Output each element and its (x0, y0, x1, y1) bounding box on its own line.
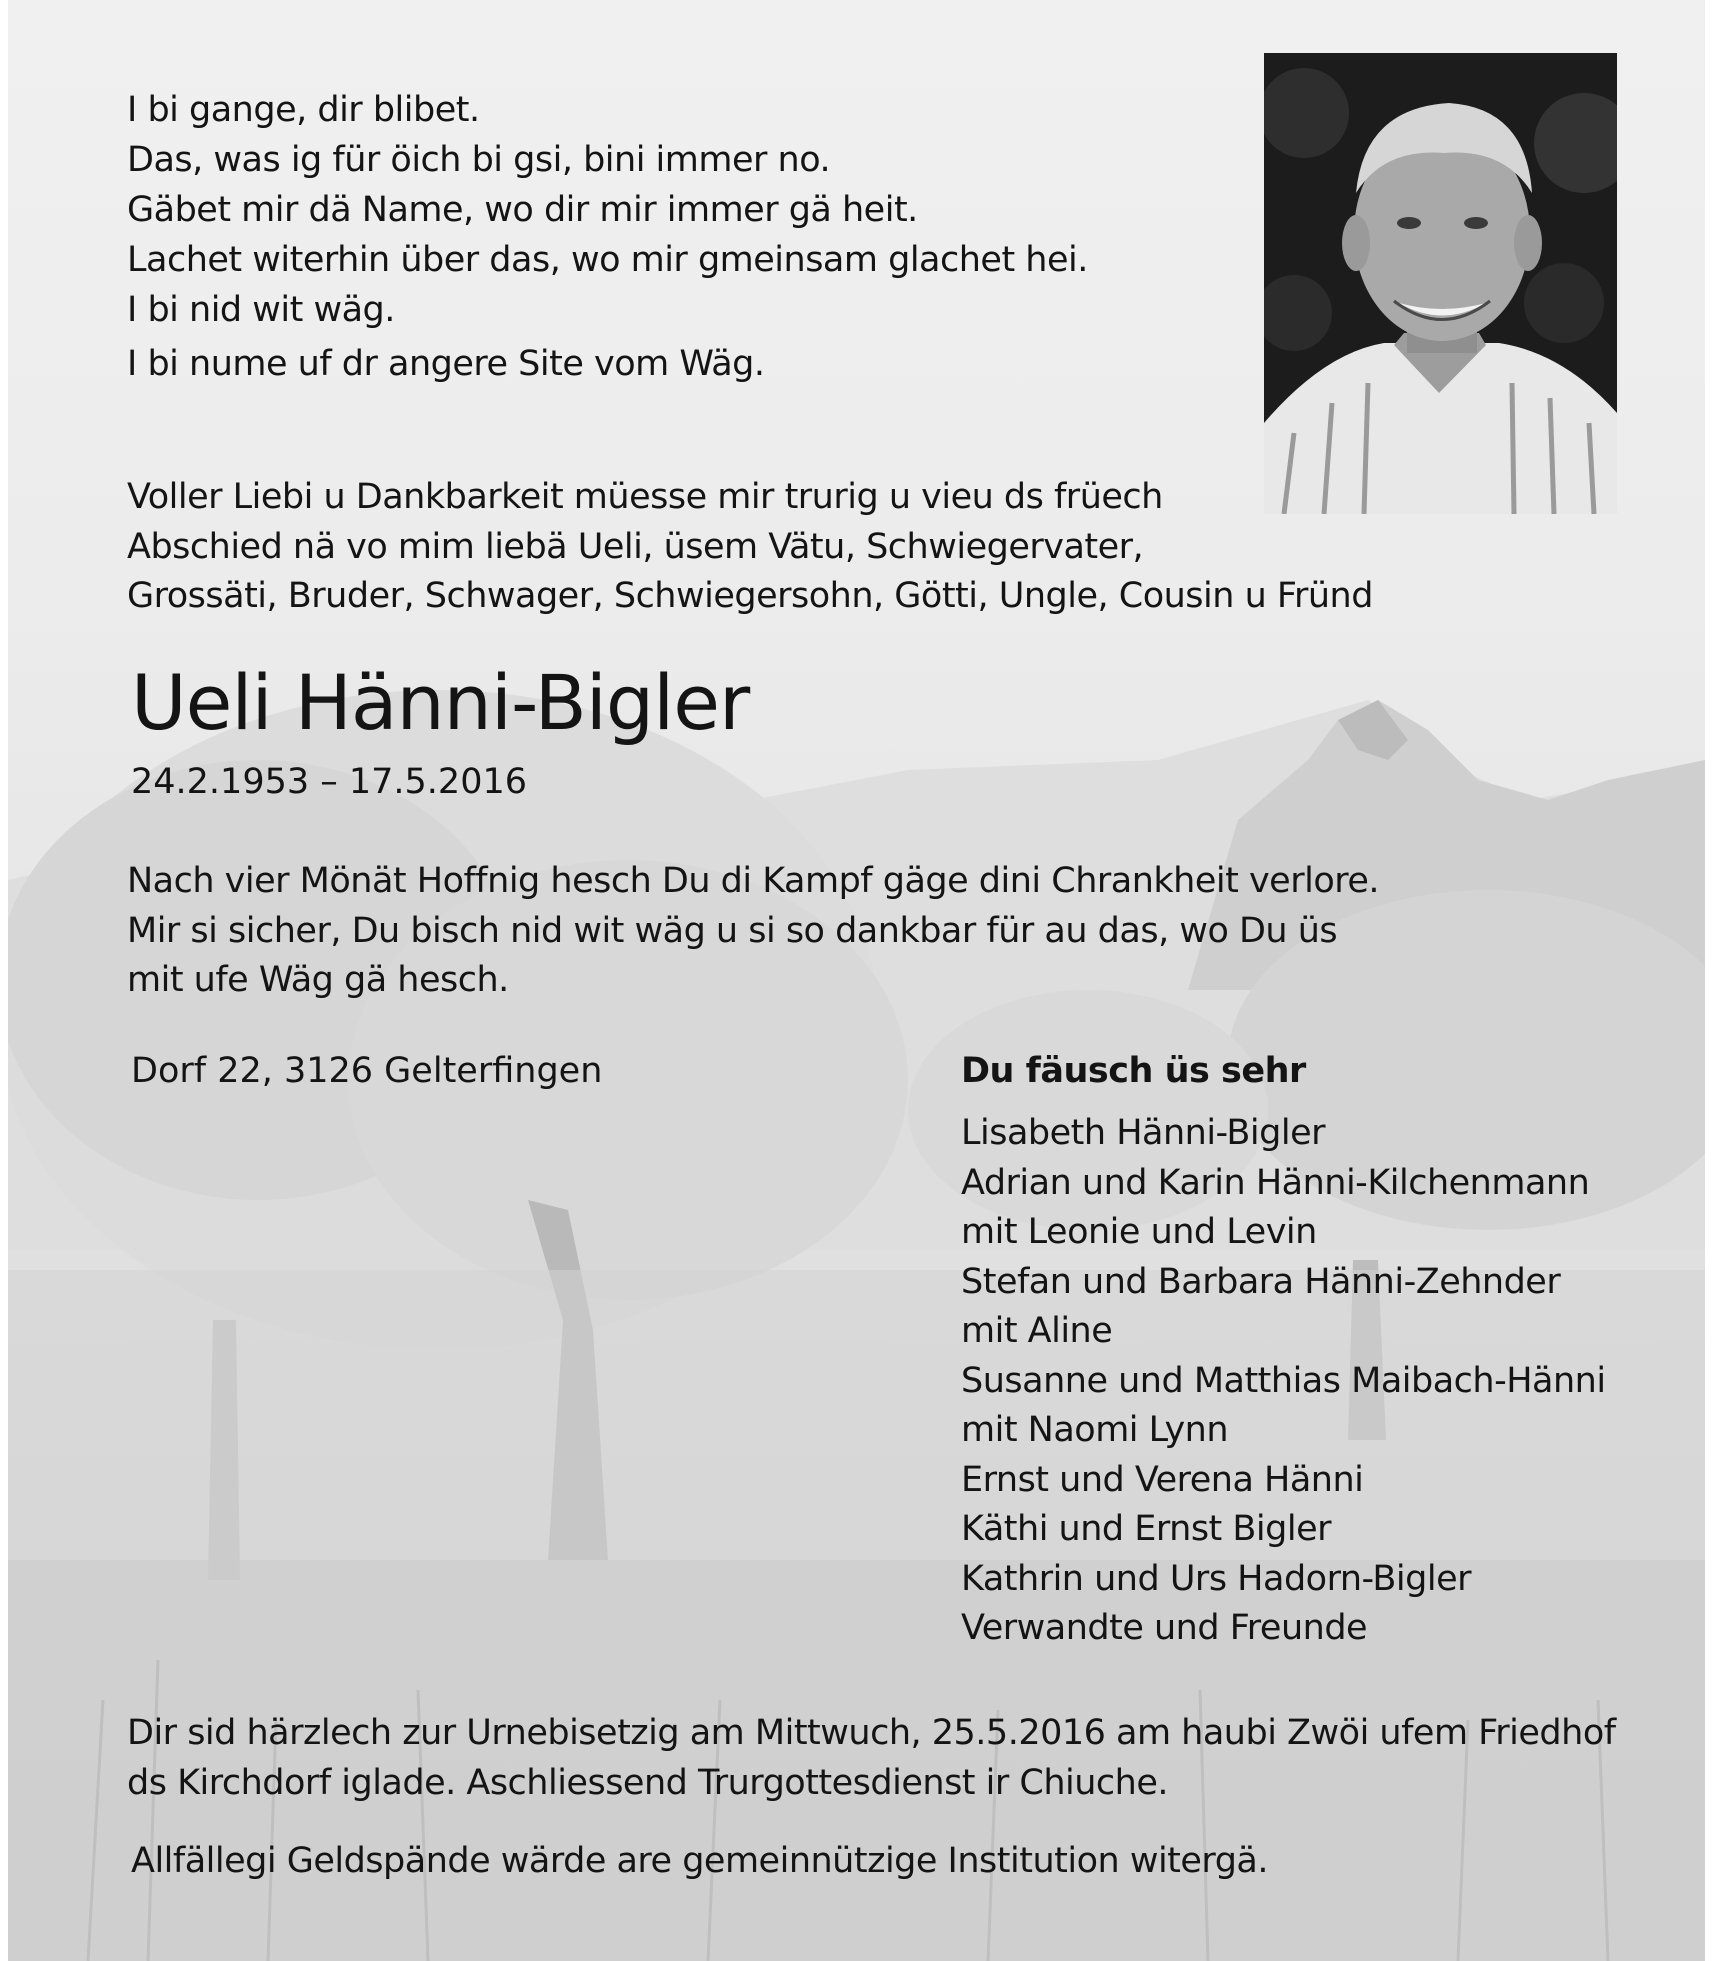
poem-line: I bi gange, dir blibet. (127, 90, 480, 130)
poem-line: Lachet witerhin über das, wo mir gmeinsam glachet hei. (127, 240, 1088, 280)
family-member: Verwandte und Freunde (961, 1608, 1368, 1648)
ceremony-line: Dir sid härzlech zur Urnebisetzig am Mittwuch, 25.5.2016 am haubi Zwöi ufem Friedhof (127, 1713, 1616, 1753)
paragraph-line: mit ufe Wäg gä hesch. (127, 960, 509, 1000)
ceremony-line: ds Kirchdorf iglade. Aschliessend Trurgottesdienst ir Chiuche. (127, 1762, 1169, 1803)
family-member: Stefan und Barbara Hänni-Zehnder (961, 1261, 1561, 1302)
family-member: mit Aline (961, 1311, 1113, 1351)
deceased-name: Ueli Hänni-Bigler (131, 658, 750, 747)
portrait-image (1264, 53, 1617, 514)
life-dates: 24.2.1953 – 17.5.2016 (131, 762, 528, 802)
family-member: Adrian und Karin Hänni-Kilchenmann (961, 1162, 1590, 1203)
family-member: Kathrin und Urs Hadorn-Bigler (961, 1558, 1472, 1599)
family-member: Käthi und Ernst Bigler (961, 1509, 1332, 1549)
intro-line: Voller Liebi u Dankbarkeit müesse mir trurig u vieu ds früech (127, 477, 1163, 517)
poem (127, 85, 1088, 389)
family-member: mit Leonie und Levin (961, 1212, 1317, 1252)
poem-line: Gäbet mir dä Name, wo dir mir immer gä heit. (127, 190, 918, 230)
family-list (961, 1048, 1606, 1654)
intro-text (127, 473, 1373, 622)
poem-line: I bi nid wit wäg. (127, 290, 395, 330)
family-member: Susanne und Matthias Maibach-Hänni (961, 1360, 1606, 1401)
poem-line: Das, was ig für öich bi gsi, bini immer no. (127, 140, 831, 180)
portrait-photo (1264, 53, 1617, 514)
address: Dorf 22, 3126 Gelterfingen (131, 1051, 603, 1091)
ceremony-invitation (127, 1709, 1616, 1808)
family-member: mit Naomi Lynn (961, 1410, 1229, 1450)
paragraph-line: Nach vier Mönät Hoffnig hesch Du di Kampf gäge dini Chrankheit verlore. (127, 861, 1380, 901)
family-heading: Du fäusch üs sehr (961, 1051, 1306, 1091)
farewell-paragraph (127, 857, 1379, 1006)
paragraph-line: Mir si sicher, Du bisch nid wit wäg u si so dankbar für au das, wo Du üs (127, 910, 1338, 951)
intro-line: Grossäti, Bruder, Schwager, Schwiegersohn, Götti, Ungle, Cousin u Fründ (127, 576, 1373, 616)
family-member: Ernst und Verena Hänni (961, 1459, 1364, 1500)
intro-line: Abschied nä vo mim liebä Ueli, üsem Vätu, Schwiegervater, (127, 526, 1144, 567)
donation-note: Allfällegi Geldspände wärde are gemeinnützige Institution witergä. (131, 1841, 1268, 1881)
obituary-page (8, 0, 1705, 1961)
family-member: Lisabeth Hänni-Bigler (961, 1113, 1326, 1153)
poem-line: I bi nume uf dr angere Site vom Wäg. (127, 344, 765, 384)
